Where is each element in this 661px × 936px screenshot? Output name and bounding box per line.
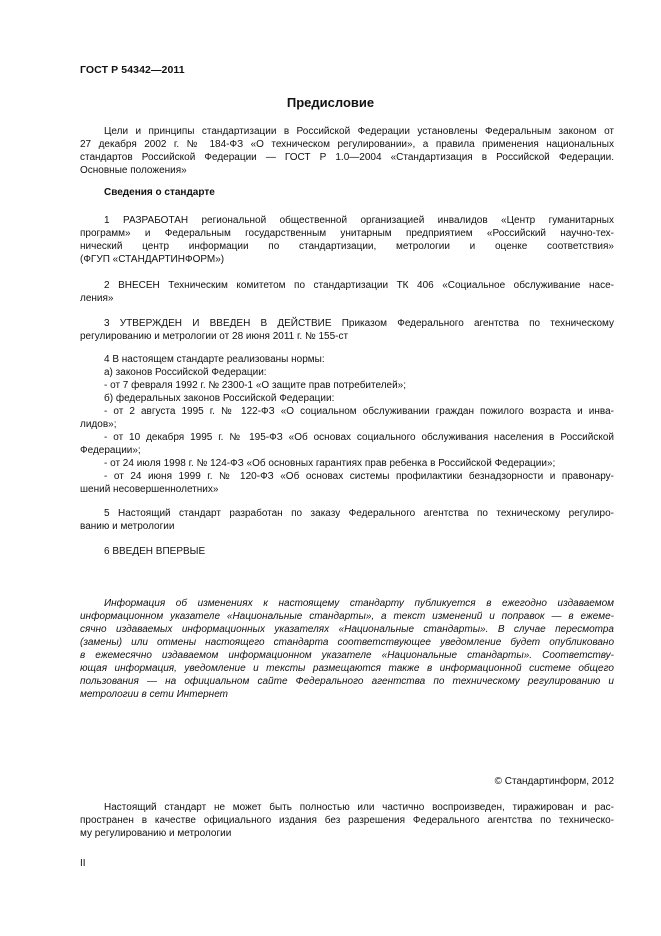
item-line: программ» и Федеральным государственным унитарным предприятием «Российский научно-тех- [80, 228, 614, 239]
intro-line: Цели и принципы стандартизации в Российской Федерации установлены Федеральным законом от [104, 126, 614, 137]
reproduction-rights [80, 801, 614, 840]
rights-line: Настоящий стандарт не может быть полностью или частично воспроизведен, тиражирован и рас- [104, 802, 614, 813]
item-line: - от 7 февраля 1992 г. № 2300-1 «О защите прав потребителей»; [104, 380, 407, 391]
intro-paragraph [80, 125, 614, 177]
notice-line: пользования — на официальном сайте Федерального агентства по техническому регулированию и [80, 676, 614, 687]
intro-line: стандартов Российской Федерации — ГОСТ Р 1.0—2004 «Стандартизация в Российской Федерации. [80, 152, 614, 163]
notice-line: Информация об изменениях к настоящему стандарту публикуется в ежегодно издаваемом [104, 598, 614, 609]
intro-line: 27 декабря 2002 г. № 184-ФЗ «О техническом регулировании», а правила применения национальных [80, 139, 614, 150]
item-line: шений несовершеннолетних» [80, 484, 219, 495]
standard-info-heading: Сведения о стандарте [104, 187, 215, 198]
item-line: - от 24 июня 1999 г. № 120-ФЗ «Об основах системы профилактики безнадзорности и правонару- [104, 471, 614, 482]
rights-line: пространен в качестве официального издания без разрешения Федерального агентства по техническо- [80, 815, 614, 826]
page-title: Предисловие [286, 95, 375, 110]
changes-notice [80, 597, 614, 701]
page-number: II [80, 858, 86, 869]
item-line: 4 В настоящем стандарте реализованы нормы: [104, 354, 325, 365]
item-line: а) законов Российской Федерации: [104, 367, 267, 378]
item-line: 6 ВВЕДЕН ВПЕРВЫЕ [104, 546, 206, 557]
notice-line: в ежемесячно издаваемом информационном указателе «Национальные стандарты». Соответству- [80, 650, 614, 661]
item-introduced [80, 279, 614, 305]
item-line: нический центр информации по стандартизации, метрологии и оценке соответствия» [80, 241, 614, 252]
item-line: регулированию и метрологии от 28 июня 2011 г. № 155-ст [80, 331, 349, 342]
item-approved [80, 317, 614, 343]
notice-line: сячно издаваемых информационных указателях «Национальные стандарты». В случае пересмотра [80, 624, 614, 635]
standard-code-header: ГОСТ Р 54342—2011 [80, 64, 185, 76]
item-developed [80, 214, 614, 266]
item-line: Федерации»; [80, 445, 141, 456]
item-line: б) федеральных законов Российской Федерации: [104, 393, 335, 404]
notice-line: информационном указателе «Национальные стандарты», а текст изменений и поправок — в ежеме- [80, 611, 614, 622]
rights-line: му регулированию и метрологии [80, 828, 232, 839]
item-line: 3 УТВЕРЖДЕН И ВВЕДЕН В ДЕЙСТВИЕ Приказом Федерального агентства по техническому [104, 318, 614, 329]
intro-line: Основные положения» [80, 165, 187, 176]
item-line: - от 2 августа 1995 г. № 122-ФЗ «О социальном обслуживании граждан пожилого возраста и инва- [104, 406, 614, 417]
item-line: 5 Настоящий стандарт разработан по заказу Федерального агентства по техническому регулиро- [104, 508, 614, 519]
notice-line: ющая информация, уведомление и тексты размещаются также в информационной системе общего [80, 663, 614, 674]
item-line: ванию и метрологии [80, 521, 175, 532]
item-first-introduced [80, 545, 614, 558]
copyright-line: © Стандартинформ, 2012 [494, 776, 614, 787]
item-line: (ФГУП «СТАНДАРТИНФОРМ») [80, 254, 225, 265]
item-ordered [80, 507, 614, 533]
item-line: 1 РАЗРАБОТАН региональной общественной организацией инвалидов «Центр гуманитарных [104, 215, 614, 226]
notice-line: (замены) или отмены настоящего стандарта соответствующее уведомление будет опубликовано [80, 637, 614, 648]
item-line: - от 10 декабря 1995 г. № 195-ФЗ «Об основах социального обслуживания населения в Российской [104, 432, 614, 443]
item-norms [80, 353, 614, 496]
notice-line: метрологии в сети Интернет [80, 689, 228, 700]
item-line: - от 24 июля 1998 г. № 124-ФЗ «Об основных гарантиях прав ребенка в Российской Федерации»; [104, 458, 556, 469]
item-line: 2 ВНЕСЕН Техническим комитетом по стандартизации ТК 406 «Социальное обслуживание насе- [104, 280, 614, 291]
item-line: лидов»; [80, 419, 117, 430]
item-line: ления» [80, 293, 114, 304]
